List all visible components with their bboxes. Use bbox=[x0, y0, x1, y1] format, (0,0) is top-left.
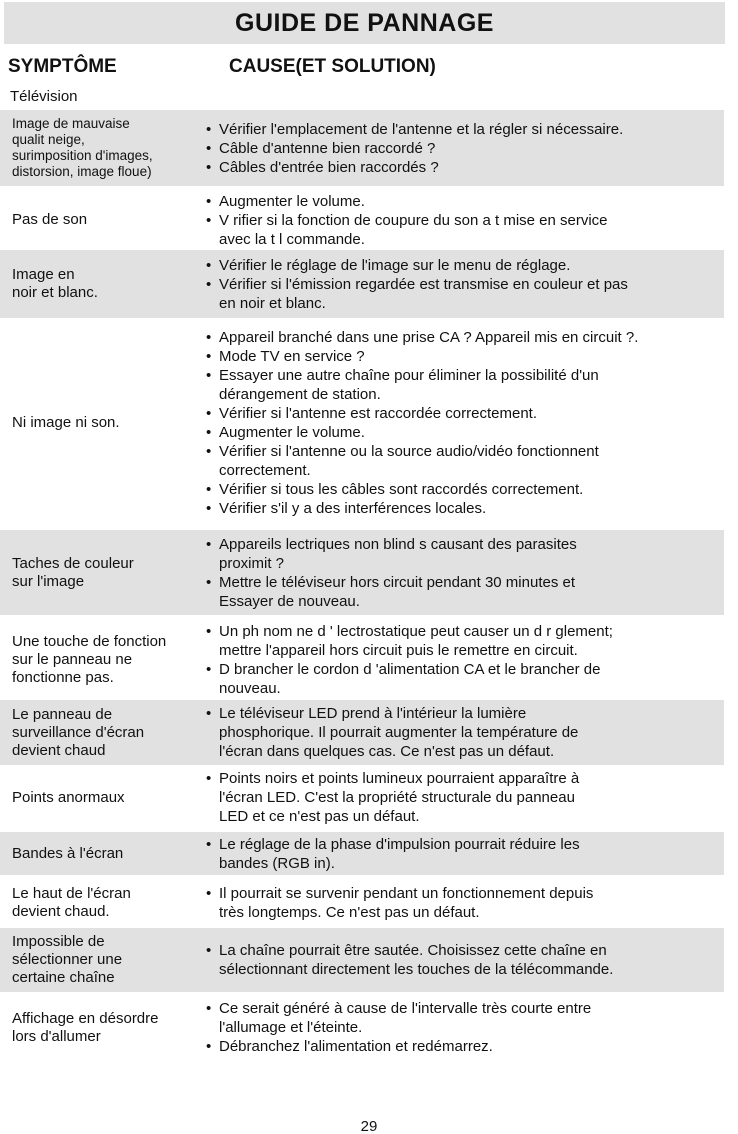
symptom-line: sur l'image bbox=[12, 572, 85, 590]
bullet-icon: • bbox=[206, 423, 212, 441]
cause-line: Vérifier si tous les câbles sont raccordés correctement. bbox=[219, 480, 584, 498]
cause-bullet bbox=[206, 499, 724, 518]
cause-text bbox=[219, 941, 613, 979]
cause-bullet bbox=[206, 158, 724, 177]
cause-bullet bbox=[206, 480, 724, 499]
symptom-line: Ni image ni son. bbox=[12, 413, 120, 431]
bullet-icon: • bbox=[206, 158, 212, 176]
symptom-cell bbox=[0, 789, 206, 807]
table-row bbox=[0, 995, 724, 1060]
cause-line: Essayer de nouveau. bbox=[219, 592, 360, 610]
cause-bullet bbox=[206, 211, 724, 249]
cause-line: Vérifier s'il y a des interférences locales. bbox=[219, 499, 487, 517]
symptom-cell bbox=[0, 1010, 206, 1046]
cause-bullet bbox=[206, 622, 724, 660]
cause-cell bbox=[206, 192, 724, 249]
cause-text bbox=[219, 999, 591, 1037]
table-row bbox=[0, 700, 724, 765]
symptom-line: Taches de couleur bbox=[12, 554, 134, 572]
symptom-cell bbox=[0, 555, 206, 591]
cause-line: phosphorique. Il pourrait augmenter la température de bbox=[219, 724, 579, 741]
cause-line: Vérifier si l'émission regardée est transmise en couleur et pas bbox=[219, 275, 628, 293]
symptom-line: certaine chaîne bbox=[12, 969, 115, 986]
bullet-icon: • bbox=[206, 256, 212, 274]
cause-text bbox=[219, 328, 638, 347]
cause-line: Câble d'antenne bien raccordé ? bbox=[219, 139, 436, 157]
cause-text bbox=[219, 884, 593, 922]
table-row bbox=[0, 928, 724, 992]
symptom-cell bbox=[0, 414, 206, 432]
cause-line: correctement. bbox=[219, 461, 311, 479]
cause-cell bbox=[206, 999, 724, 1056]
symptom-line: sélectionner une bbox=[12, 951, 123, 968]
symptom-line: devient chaud. bbox=[12, 903, 110, 920]
cause-line: Un ph nom ne d ' lectrostatique peut causer un d r glement; bbox=[219, 623, 613, 640]
cause-bullet bbox=[206, 120, 724, 139]
cause-cell bbox=[206, 120, 724, 177]
cause-line: Le réglage de la phase d'impulsion pourrait réduire les bbox=[219, 835, 580, 853]
cause-cell bbox=[206, 835, 724, 873]
table-row bbox=[0, 190, 724, 250]
bullet-icon: • bbox=[206, 705, 212, 722]
symptom-cell bbox=[0, 933, 206, 987]
cause-text bbox=[219, 660, 600, 698]
cause-text bbox=[219, 835, 580, 873]
symptom-cell bbox=[0, 885, 206, 921]
cause-text bbox=[219, 366, 599, 404]
table-row bbox=[0, 620, 724, 700]
cause-bullet bbox=[206, 835, 724, 873]
bullet-icon: • bbox=[206, 573, 212, 591]
cause-bullet bbox=[206, 347, 724, 366]
cause-bullet bbox=[206, 660, 724, 698]
symptom-cell bbox=[0, 266, 206, 302]
cause-line: l'écran LED. C'est la propriété structurale du panneau bbox=[219, 789, 575, 806]
cause-line: Points noirs et points lumineux pourraient apparaître à bbox=[219, 770, 580, 787]
symptom-line: fonctionne pas. bbox=[12, 669, 114, 686]
cause-line: Vérifier le réglage de l'image sur le menu de réglage. bbox=[219, 256, 571, 274]
cause-line: La chaîne pourrait être sautée. Choisissez cette chaîne en bbox=[219, 942, 607, 959]
cause-bullet bbox=[206, 256, 724, 275]
cause-text bbox=[219, 211, 608, 249]
cause-bullet bbox=[206, 884, 724, 922]
cause-bullet bbox=[206, 941, 724, 979]
cause-line: nouveau. bbox=[219, 680, 281, 697]
cause-line: mettre l'appareil hors circuit puis le remettre en circuit. bbox=[219, 642, 578, 659]
bullet-icon: • bbox=[206, 366, 212, 384]
bullet-icon: • bbox=[206, 347, 212, 365]
symptom-cell bbox=[0, 211, 206, 229]
cause-bullet bbox=[206, 573, 724, 611]
cause-bullet bbox=[206, 404, 724, 423]
bullet-icon: • bbox=[206, 1000, 212, 1017]
symptom-cell bbox=[0, 116, 206, 180]
cause-text bbox=[219, 573, 575, 611]
bullet-icon: • bbox=[206, 770, 212, 787]
cause-bullet bbox=[206, 328, 724, 347]
cause-line: l'écran dans quelques cas. Ce n'est pas un défaut. bbox=[219, 743, 555, 760]
page-title: GUIDE DE PANNAGE bbox=[4, 2, 725, 44]
bullet-icon: • bbox=[206, 275, 212, 293]
cause-text bbox=[219, 275, 628, 313]
symptom-line: Bandes à l'écran bbox=[12, 844, 124, 862]
cause-text bbox=[219, 120, 623, 139]
bullet-icon: • bbox=[206, 1038, 212, 1055]
symptom-line: Impossible de bbox=[12, 933, 105, 950]
cause-cell bbox=[206, 884, 724, 922]
bullet-icon: • bbox=[206, 328, 212, 346]
cause-cell bbox=[206, 256, 724, 313]
cause-line: Vérifier si l'antenne est raccordée correctement. bbox=[219, 404, 538, 422]
cause-line: LED et ce n'est pas un défaut. bbox=[219, 808, 420, 825]
cause-line: sélectionnant directement les touches de la télécommande. bbox=[219, 961, 614, 978]
cause-cell bbox=[206, 769, 724, 826]
cause-text bbox=[219, 139, 435, 158]
cause-line: en noir et blanc. bbox=[219, 294, 326, 312]
cause-bullet bbox=[206, 535, 724, 573]
bullet-icon: • bbox=[206, 835, 212, 853]
cause-line: Ce serait généré à cause de l'intervalle très courte entre bbox=[219, 1000, 592, 1017]
cause-text bbox=[219, 622, 613, 660]
cause-line: Vérifier l'emplacement de l'antenne et la régler si nécessaire. bbox=[219, 120, 624, 138]
bullet-icon: • bbox=[206, 192, 212, 210]
table-row bbox=[0, 250, 724, 318]
cause-bullet bbox=[206, 423, 724, 442]
bullet-icon: • bbox=[206, 535, 212, 553]
cause-text bbox=[219, 404, 537, 423]
cause-bullet bbox=[206, 442, 724, 480]
symptom-line: sur le panneau ne bbox=[12, 651, 133, 668]
cause-text bbox=[219, 480, 583, 499]
cause-line: Débranchez l'alimentation et redémarrez. bbox=[219, 1038, 493, 1055]
cause-bullet bbox=[206, 1037, 724, 1056]
symptom-line: Pas de son bbox=[12, 211, 88, 228]
symptom-line: qualit neige, bbox=[12, 132, 85, 147]
cause-line: Mode TV en service ? bbox=[219, 347, 365, 365]
cause-line: Il pourrait se survenir pendant un fonctionnement depuis bbox=[219, 885, 594, 902]
table-row bbox=[0, 832, 724, 875]
cause-line: proximit ? bbox=[219, 554, 285, 572]
cause-text bbox=[219, 256, 570, 275]
symptom-line: Affichage en désordre bbox=[12, 1009, 159, 1027]
bullet-icon: • bbox=[206, 442, 212, 460]
cause-cell bbox=[206, 622, 724, 698]
bullet-icon: • bbox=[206, 623, 212, 640]
symptom-line: noir et blanc. bbox=[12, 284, 98, 301]
symptom-line: surveillance d'écran bbox=[12, 723, 145, 741]
table-row bbox=[0, 878, 724, 928]
bullet-icon: • bbox=[206, 661, 212, 678]
symptom-line: Le panneau de bbox=[12, 705, 113, 723]
symptom-line: devient chaud bbox=[12, 741, 106, 759]
symptom-line: surimposition d'images, bbox=[12, 148, 153, 163]
bullet-icon: • bbox=[206, 120, 212, 138]
cause-line: l'allumage et l'éteinte. bbox=[219, 1019, 363, 1036]
symptom-header: SYMPTÔME bbox=[8, 56, 117, 77]
bullet-icon: • bbox=[206, 404, 212, 422]
bullet-icon: • bbox=[206, 211, 212, 229]
symptom-line: Points anormaux bbox=[12, 788, 125, 806]
cause-bullet bbox=[206, 999, 724, 1037]
cause-bullet bbox=[206, 704, 724, 761]
cause-line: Le téléviseur LED prend à l'intérieur la lumière bbox=[219, 705, 527, 722]
cause-text bbox=[219, 1037, 493, 1056]
cause-line: avec la t l commande. bbox=[219, 230, 365, 248]
cause-bullet bbox=[206, 769, 724, 826]
bullet-icon: • bbox=[206, 885, 212, 902]
cause-line: Essayer une autre chaîne pour éliminer la possibilité d'un bbox=[219, 366, 599, 384]
symptom-cell bbox=[0, 845, 206, 863]
cause-text bbox=[219, 347, 365, 366]
cause-text bbox=[219, 704, 578, 761]
symptom-line: lors d'allumer bbox=[12, 1027, 101, 1045]
bullet-icon: • bbox=[206, 942, 212, 959]
page-number: 29 bbox=[360, 1118, 378, 1134]
table-row bbox=[0, 110, 724, 186]
symptom-cell bbox=[0, 706, 206, 760]
cause-line: Appareils lectriques non blind s causant des parasites bbox=[219, 535, 577, 553]
cause-cell bbox=[206, 941, 724, 979]
table-row bbox=[0, 530, 724, 615]
cause-bullet bbox=[206, 366, 724, 404]
section-label: Télévision bbox=[10, 88, 78, 105]
cause-line: Augmenter le volume. bbox=[219, 423, 365, 441]
cause-line: V rifier si la fonction de coupure du son a t mise en service bbox=[219, 211, 608, 229]
symptom-cell bbox=[0, 633, 206, 687]
cause-cell bbox=[206, 535, 724, 611]
symptom-line: Image en bbox=[12, 266, 75, 283]
cause-line: Câbles d'entrée bien raccordés ? bbox=[219, 158, 439, 176]
cause-text bbox=[219, 499, 486, 518]
cause-header: CAUSE(ET SOLUTION) bbox=[229, 56, 436, 77]
cause-line: bandes (RGB in). bbox=[219, 854, 335, 872]
bullet-icon: • bbox=[206, 480, 212, 498]
cause-bullet bbox=[206, 139, 724, 158]
table-row bbox=[0, 765, 724, 830]
cause-line: Augmenter le volume. bbox=[219, 192, 365, 210]
cause-line: dérangement de station. bbox=[219, 385, 381, 403]
cause-line: D brancher le cordon d 'alimentation CA et le brancher de bbox=[219, 661, 601, 678]
cause-bullet bbox=[206, 192, 724, 211]
cause-text bbox=[219, 535, 577, 573]
cause-cell bbox=[206, 704, 724, 761]
bullet-icon: • bbox=[206, 139, 212, 157]
cause-text bbox=[219, 192, 365, 211]
cause-text bbox=[219, 423, 365, 442]
symptom-line: Image de mauvaise bbox=[12, 116, 130, 131]
cause-text bbox=[219, 769, 579, 826]
symptom-line: Le haut de l'écran bbox=[12, 885, 131, 902]
cause-text bbox=[219, 442, 599, 480]
cause-text bbox=[219, 158, 439, 177]
symptom-line: Une touche de fonction bbox=[12, 633, 167, 650]
symptom-line: distorsion, image floue) bbox=[12, 164, 152, 179]
table-row bbox=[0, 320, 724, 525]
cause-line: très longtemps. Ce n'est pas un défaut. bbox=[219, 904, 480, 921]
cause-cell bbox=[206, 328, 724, 518]
bullet-icon: • bbox=[206, 499, 212, 517]
cause-line: Vérifier si l'antenne ou la source audio/vidéo fonctionnent bbox=[219, 442, 599, 460]
cause-line: Appareil branché dans une prise CA ? Appareil mis en circuit ?. bbox=[219, 328, 639, 346]
cause-bullet bbox=[206, 275, 724, 313]
cause-line: Mettre le téléviseur hors circuit pendant 30 minutes et bbox=[219, 573, 576, 591]
